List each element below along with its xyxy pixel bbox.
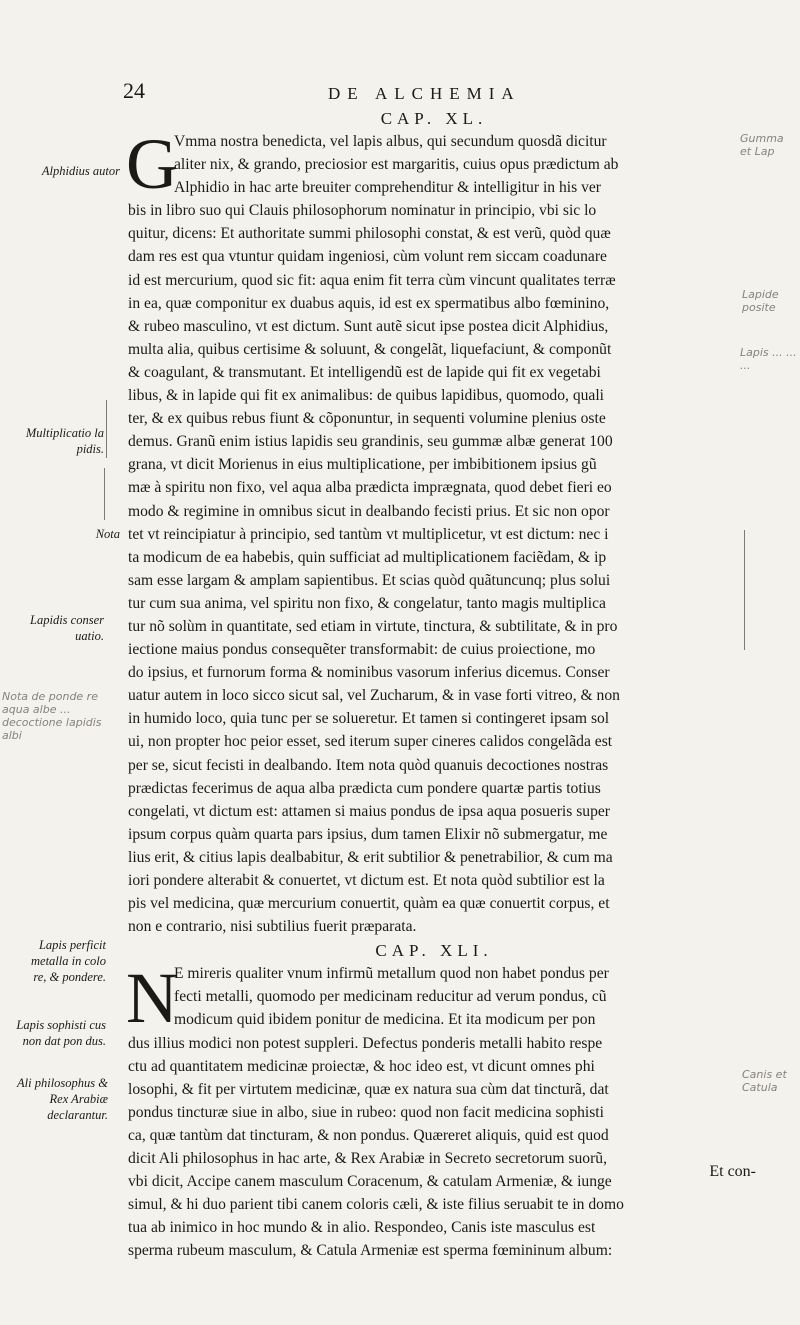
margin-note-sophisticus: Lapis sophisti cus non dat pon dus.	[16, 1018, 106, 1048]
margin-note-nota: Nota	[95, 527, 120, 541]
page-header	[0, 78, 800, 108]
drop-capital: G	[126, 124, 178, 204]
text-line: ter, & ex quibus rebus fiunt & cõponuntur, in sequenti volumine plenius oste	[128, 410, 606, 428]
page-number: 24	[123, 78, 145, 103]
text-line: sperma rubeum masculum, & Catula Armeniæ est sperma fœmininum album:	[128, 1242, 613, 1260]
text-line: prædictas fecerimus de aqua alba prædicta cum pondere quartæ partis totius	[128, 779, 601, 797]
drop-capital: N	[126, 958, 178, 1039]
text-line: ta modicum de ea habebis, quin sufficiat ad multiplicationem faciẽdam, & ip	[128, 548, 607, 566]
text-line: mæ à spiritu non fixo, vel aqua alba prædicta imprægnata, quod debet fieri eo	[128, 479, 612, 497]
text-line: do ipsius, et furnorum forma & nominibus vasorum inferius dicemus. Conser	[128, 664, 610, 682]
text-line: E mireris qualiter vnum infirmũ metallum quod non habet pondus per	[174, 965, 609, 983]
text-line: tet vt reincipiatur à principio, sed tantùm vt multiplicetur, vt est dictum: nec i	[128, 525, 609, 543]
margin-note-conseruatio: Lapidis conser uatio.	[30, 613, 104, 643]
handwritten-note-canis: Canis et Catula	[742, 1068, 787, 1094]
text-line: demus. Granũ enim istius lapidis seu grandinis, seu gummæ albæ generat 100	[128, 433, 613, 451]
text-line: tur nõ solùm in quantitate, sed etiam in virtute, tinctura, & subtilitate, & in pro	[128, 617, 618, 635]
text-line: uatur autem in loco sicco sicut sal, vel Zucharum, & in vase forti vitreo, & non	[128, 687, 620, 705]
text-line: grana, vt dicit Morienus in eius multiplicatione, per imbibitionem ipsius gũ	[128, 456, 597, 474]
text-line: libus, & in lapide qui fit ex animalibus: de quibus lapidibus, quomodo, quali	[128, 387, 604, 405]
text-line: dicit Ali philosophus in hac arte, & Rex Arabiæ in Secreto secretorum suorũ,	[128, 1150, 607, 1168]
text-line: Vmma nostra benedicta, vel lapis albus, qui secundum quosdã dicitur	[174, 133, 607, 150]
text-line: tua ab inimico in hoc mundo & in alio. Respondeo, Canis iste masculus est	[128, 1219, 596, 1237]
text-line: & coagulant, & transmutant. Et intelligendũ est de lapide qui fit ex vegetabi	[128, 363, 601, 381]
text-line: Alphidio in hac arte breuiter comprehenditur & intelligitur in his ver	[174, 179, 601, 197]
handwritten-note-pondere: Nota de ponde re aqua albe ... decoctione lapidis albi	[2, 690, 102, 742]
margin-note-multiplicatio: Multiplicatio la pidis.	[25, 426, 104, 456]
chapter-2-text	[126, 958, 740, 1262]
text-line: bis in libro suo qui Clauis philosophorum nominatur in principio, vbi sic lo	[128, 202, 597, 220]
text-line: ctu ad quantitatem medicinæ proiectæ, & hoc ideo est, vt dicunt omnes phi	[128, 1057, 595, 1075]
text-line: pis vel medicina, quæ mercurium conuertit, quàm ea quæ conuertit corpus, et	[128, 895, 610, 913]
text-line: losophi, & fit per virtutem medicinæ, quæ ex natura sua cùm dat tincturã, dat	[128, 1080, 609, 1098]
handwritten-note-lapis: Lapis ... ... ...	[740, 346, 797, 372]
text-line: iori pondere alterabit & conuertet, vt dictum est. Et nota quòd subtilior est la	[128, 872, 605, 889]
handwritten-bracket	[104, 468, 115, 520]
text-line: ca, quæ tantùm dat tincturam, & non pondus. Quæreret aliquis, quid est quod	[128, 1126, 609, 1144]
text-line: & rubeo masculino, vt est dictum. Sunt autẽ sicut ipse postea dicit Alphidius,	[128, 317, 609, 335]
text-line: id est mercurium, quod sic fit: aqua enim fit terra cùm vincunt qualitates terræ	[128, 271, 616, 289]
text-line: multa alia, quibus certisime & soluunt, & congelãt, liquefaciunt, & componũt	[128, 340, 612, 358]
text-line: quitur, dicens: Et authoritate summi philosophi constat, & est verũ, quòd quæ	[128, 225, 611, 243]
chapter-heading: CAP. XLI.	[375, 941, 493, 961]
text-line: non e contrario, nisi subtilius fuerit præparata.	[128, 918, 417, 936]
chapter-heading: CAP. XL.	[380, 109, 488, 128]
margin-note-ali: Ali philosophus & Rex Arabiæ declarantur.	[17, 1076, 108, 1122]
text-line: ipsum corpus quàm quarta pars ipsius, dum tamen Elixir nõ submergatur, me	[128, 825, 608, 843]
text-line: sam esse largam & amplam sapientibus. Et scias quòd quãtuncunq; plus solui	[128, 571, 611, 589]
text-line: aliter nix, & grando, preciosior est margaritis, cuius opus prædictum ab	[174, 156, 619, 174]
text-line: vbi dicit, Accipe canem masculum Coracenum, & catulam Armeniæ, & iunge	[128, 1173, 612, 1191]
handwritten-bracket	[106, 400, 117, 458]
chapter-1-text	[126, 124, 740, 938]
handwritten-note-gumma: Gumma et Lap	[740, 132, 784, 158]
catchword: Et con-	[709, 1163, 756, 1180]
chapter-2-paragraph	[126, 958, 740, 1262]
text-line: modo & regimine in omnibus sicut in dealbando fecisti prius. Et sic non opor	[128, 502, 610, 520]
text-line: modicum quid ibidem ponitur de medicina. Et ita modicum per pon	[174, 1011, 596, 1029]
running-title: DE ALCHEMIA	[328, 84, 521, 103]
chapter-1-paragraph	[126, 124, 740, 938]
text-line: dus illius modici non potest suppleri. Defectus ponderis metalli habito respe	[128, 1034, 603, 1052]
margin-note-perficit: Lapis perficit metalla in colo re, & pondere.	[31, 938, 106, 984]
text-line: in humido loco, quia tunc per se solueretur. Et tamen si contingeret ipsam sol	[128, 710, 610, 728]
handwritten-note-lapide: Lapide posite	[742, 288, 779, 314]
text-line: congelati, vt dictum est: attamen si maius pondus de ipsa aqua posueris super	[128, 802, 611, 820]
text-line: lius erit, & citius lapis dealbabitur, & erit subtilior & penetrabilior, & cum ma	[128, 848, 613, 866]
text-line: ui, non propter hoc peior esset, sed iterum super cineres calidos congelãda est	[128, 733, 613, 751]
text-line: dam res est qua vtuntur quidam ingeniosi, cùm volunt rem siccam coadunare	[128, 248, 607, 266]
text-line: pondus tincturæ siue in albo, siue in rubeo: quod non facit medicina sophisti	[128, 1103, 604, 1121]
text-line: iectione maius pondus consequẽter transformabit: de cuius proiectione, mo	[128, 641, 596, 659]
margin-note-alphidius: Alphidius autor	[41, 164, 120, 178]
text-line: tur cum sua anima, vel spiritu non fixo, & congelatur, tanto magis multiplica	[128, 594, 606, 612]
main-text	[128, 108, 740, 1263]
text-line: per se, sicut fecisti in dealbando. Item nota quòd quanuis decoctiones nostras	[128, 756, 609, 774]
text-line: simul, & hi duo parient tibi canem coloris cæli, & iste filius seruabit te in domo	[128, 1196, 624, 1214]
text-line: fecti metalli, quomodo per medicinam reducitur ad verum pondus, cũ	[174, 988, 607, 1006]
text-line: in ea, quæ componitur ex duabus aquis, id est ex spermatibus albo fœminino,	[128, 294, 610, 312]
